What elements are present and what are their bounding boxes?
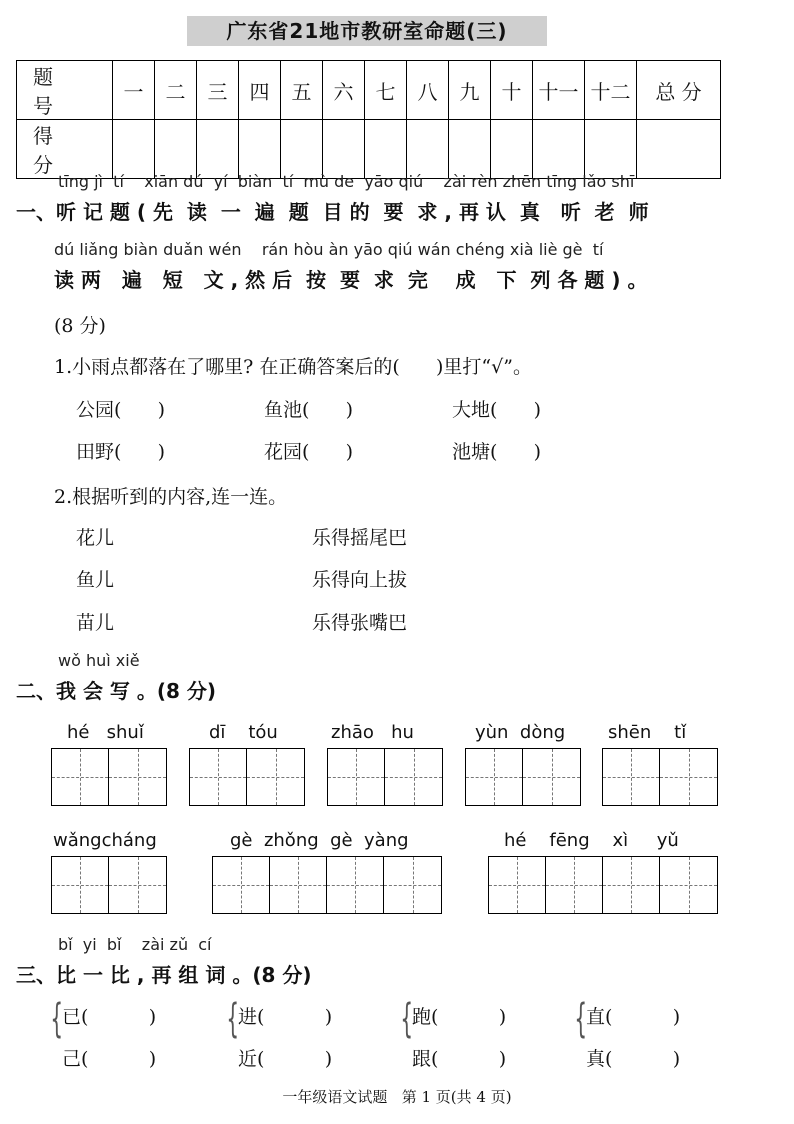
compare-word-top[interactable]: 跑( ): [412, 1006, 507, 1028]
score-cell[interactable]: [155, 120, 197, 179]
score-cell[interactable]: [449, 120, 491, 179]
score-table: [16, 60, 721, 179]
section3-heading: 三、比 一 比 , 再 组 词 。(8 分): [16, 963, 312, 987]
match-left-item[interactable]: 苗儿: [76, 612, 115, 634]
option-garden[interactable]: 花园( ): [264, 441, 354, 463]
match-left-item[interactable]: 花儿: [76, 527, 115, 549]
tianzi-grid[interactable]: [488, 856, 718, 914]
grid-pinyin: gè zhǒng gè yàng: [230, 830, 409, 851]
score-cell[interactable]: [407, 120, 449, 179]
header-cell: 二: [155, 61, 197, 120]
compare-word-bottom[interactable]: 跟( ): [412, 1048, 507, 1070]
header-cell: 七: [365, 61, 407, 120]
grid-pinyin: hé shuǐ: [67, 722, 144, 743]
section1-heading-line2: 读 两 遍 短 文 , 然 后 按 要 求 完 成 下 列 各 题 ) 。: [54, 268, 648, 292]
header-cell: 六: [323, 61, 365, 120]
option-earth[interactable]: 大地( ): [452, 399, 542, 421]
tianzi-grid[interactable]: [51, 748, 167, 806]
question-1: 1.小雨点都落在了哪里? 在正确答案后的( )里打“√”。: [54, 356, 532, 378]
grid-pinyin: yùn dòng: [475, 722, 566, 743]
tianzi-grid[interactable]: [189, 748, 305, 806]
question-2: 2.根据听到的内容,连一连。: [54, 486, 288, 508]
score-cell[interactable]: [197, 120, 239, 179]
header-cell: 八: [407, 61, 449, 120]
tianzi-grid[interactable]: [212, 856, 442, 914]
row-label-number: 题号: [17, 61, 113, 120]
section1-heading-line1: 一、听 记 题 ( 先 读 一 遍 题 目 的 要 求 , 再 认 真 听 老 师: [16, 200, 649, 224]
row-label-score: 得分: [17, 120, 113, 179]
compare-word-bottom[interactable]: 近( ): [238, 1048, 333, 1070]
score-cell[interactable]: [281, 120, 323, 179]
grid-pinyin: shēn tǐ: [608, 722, 687, 743]
header-cell: 九: [449, 61, 491, 120]
compare-word-top[interactable]: 已( ): [62, 1006, 157, 1028]
header-cell: 三: [197, 61, 239, 120]
header-cell: 十: [491, 61, 533, 120]
score-cell[interactable]: [239, 120, 281, 179]
score-cell[interactable]: [491, 120, 533, 179]
compare-word-top[interactable]: 进( ): [238, 1006, 333, 1028]
score-cell[interactable]: [323, 120, 365, 179]
section1-pinyin-line1: tīng jì tí xiān dú yí biàn tí mù de yāo qiú zài rèn zhēn tīng lǎo shī: [58, 172, 635, 191]
score-entry-row: [17, 120, 721, 179]
section2-pinyin: wǒ huì xiě: [58, 651, 140, 670]
compare-word-bottom[interactable]: 真( ): [586, 1048, 681, 1070]
option-fishpond[interactable]: 鱼池( ): [264, 399, 354, 421]
compare-word-bottom[interactable]: 己( ): [62, 1048, 157, 1070]
brace-icon: {: [400, 996, 414, 1042]
compare-word-top[interactable]: 直( ): [586, 1006, 681, 1028]
header-cell: 一: [113, 61, 155, 120]
tianzi-grid[interactable]: [465, 748, 581, 806]
score-cell[interactable]: [533, 120, 585, 179]
brace-icon: {: [50, 996, 64, 1042]
score-cell[interactable]: [113, 120, 155, 179]
header-cell: 十一: [533, 61, 585, 120]
grid-pinyin: zhāo hu: [331, 722, 414, 743]
match-right-item[interactable]: 乐得张嘴巴: [312, 612, 408, 634]
tianzi-grid[interactable]: [602, 748, 718, 806]
match-left-item[interactable]: 鱼儿: [76, 569, 115, 591]
tianzi-grid[interactable]: [327, 748, 443, 806]
brace-icon: {: [226, 996, 240, 1042]
grid-pinyin: dī tóu: [209, 722, 278, 743]
score-cell[interactable]: [585, 120, 637, 179]
option-pond[interactable]: 池塘( ): [452, 441, 542, 463]
option-field[interactable]: 田野( ): [76, 441, 166, 463]
page-title: 广东省21地市教研室命题(三): [187, 16, 547, 46]
section1-pinyin-line2: dú liǎng biàn duǎn wén rán hòu àn yāo qiú wán chéng xià liè gè tí: [54, 240, 604, 259]
score-total-cell[interactable]: [637, 120, 721, 179]
page-footer: 一年级语文试题 第 1 页(共 4 页): [282, 1088, 512, 1106]
grid-pinyin: hé fēng xì yǔ: [504, 830, 679, 851]
score-header-row: [17, 61, 721, 120]
header-total: 总 分: [637, 61, 721, 120]
option-park[interactable]: 公园( ): [76, 399, 166, 421]
header-cell: 十二: [585, 61, 637, 120]
match-right-item[interactable]: 乐得摇尾巴: [312, 527, 408, 549]
match-right-item[interactable]: 乐得向上拔: [312, 569, 408, 591]
header-cell: 五: [281, 61, 323, 120]
section1-points: (8 分): [54, 315, 106, 337]
section2-heading: 二、我 会 写 。(8 分): [16, 679, 217, 703]
section3-pinyin: bǐ yi bǐ zài zǔ cí: [58, 935, 212, 954]
header-cell: 四: [239, 61, 281, 120]
tianzi-grid[interactable]: [51, 856, 167, 914]
score-cell[interactable]: [365, 120, 407, 179]
grid-pinyin: wǎngcháng: [53, 830, 157, 851]
brace-icon: {: [574, 996, 588, 1042]
